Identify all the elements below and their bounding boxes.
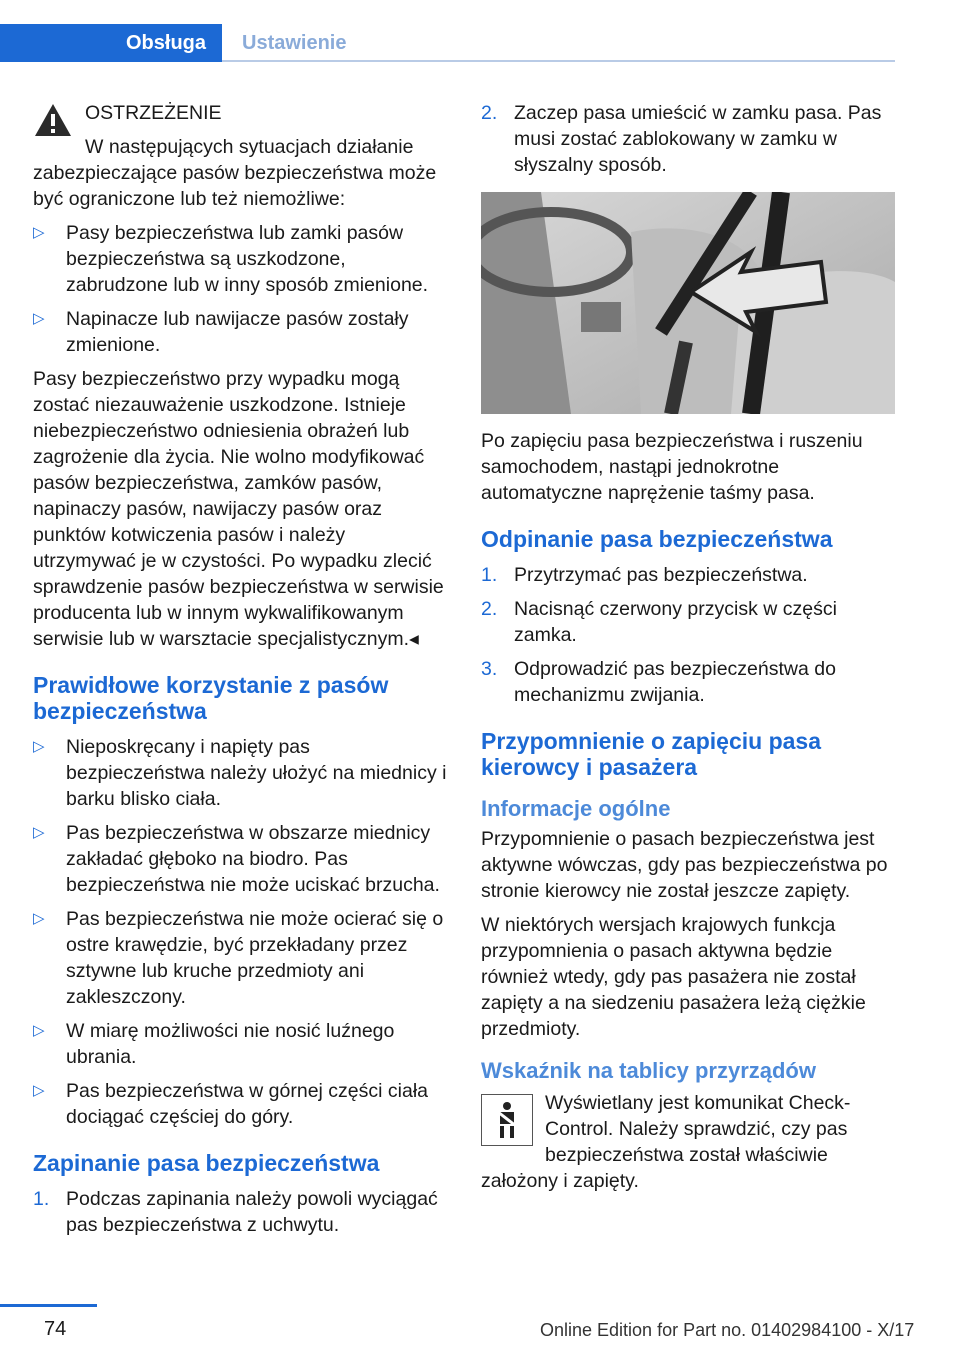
fasten-steps-a: [33, 1186, 448, 1238]
triangle-bullet-icon: ▷: [33, 310, 45, 327]
right-column: [481, 100, 896, 1202]
warning-intro: W następujących sytuacjach działanie zabezpieczające pasów bezpieczeństwa może być ograniczone lub też niemożliwe:: [33, 136, 437, 210]
reminder-para-1: Przypomnienie o pasach bezpieczeństwa jest aktywne wówczas, gdy pas bezpieczeństwa po stronie kierowcy nie został jeszcze zapięty.: [481, 828, 888, 902]
header-tabs: [0, 0, 895, 64]
triangle-bullet-icon: ▷: [33, 1022, 45, 1039]
list-item: 1. Przytrzymać pas bezpieczeństwa.: [481, 564, 808, 586]
triangle-bullet-icon: ▷: [33, 224, 45, 241]
tab-divider: [222, 60, 895, 62]
warning-title: OSTRZEŻENIE: [85, 102, 222, 124]
list-item: ▷ W miarę możliwości nie nosić luźnego ubrania.: [33, 1020, 395, 1068]
heading-reminder: Przypomnienie o zapięciu pasa kierowcy i pasażera: [481, 728, 821, 780]
list-item: ▷ Nieposkręcany i napięty pas bezpieczeństwa należy ułożyć na miednicy i barku blisko ciała.: [33, 736, 447, 810]
edition-text: Online Edition for Part no. 01402984100 - X/17: [540, 1320, 915, 1340]
left-column: [33, 100, 448, 1246]
warning-block: [33, 100, 448, 212]
list-item: 3. Odprowadzić pas bezpieczeństwa do mechanizmu zwijania.: [481, 658, 836, 706]
list-item: ▷ Pas bezpieczeństwa w górnej części ciała dociągać częściej do góry.: [33, 1080, 429, 1128]
indicator-block: [481, 1090, 896, 1194]
list-item: 2. Zaczep pasa umieścić w zamku pasa. Pas musi zostać zablokowany w zamku w słyszalny sposób.: [481, 102, 882, 176]
warning-icon: [33, 102, 73, 138]
triangle-bullet-icon: ▷: [33, 910, 45, 927]
subheading-indicator: Wskaźnik na tablicy przyrządów: [481, 1058, 816, 1083]
footer-line: [0, 1304, 97, 1307]
indicator-text: Wyświetlany jest komunikat Check-Control. Należy sprawdzić, czy pas bezpieczeństwa został właściwie założony i zapięty.: [481, 1092, 851, 1192]
after-fasten-text: Po zapięciu pasa bezpieczeństwa i ruszeniu samochodem, nastąpi jednokrotne automatyczne naprężenie taśmy pasa.: [481, 430, 863, 504]
warning-bullets: [33, 220, 448, 358]
unfasten-steps: [481, 562, 896, 708]
list-item: 2. Nacisnąć czerwony przycisk w części zamka.: [481, 598, 837, 646]
warning-body: Pasy bezpieczeństwo przy wypadku mogą zostać niezauważenie uszkodzone. Istnieje niebezpieczeństwo odniesienia obrażeń lub zagrożenie dla życia. Nie wolno modyfikować pasów bezpieczeństwa, zamków pasów, napinaczy pasów, nawijaczy pasów oraz punktów kotwiczenia pasów i należy utrzymywać je w czystości. Po wypadku zlecić sprawdzenie pasów bezpieczeństwa w serwisie producenta lub w innym wykwalifikowanym serwisie lub w warsztacie specjalistycznym.◂: [33, 368, 444, 650]
list-item: 1. Podczas zapinania należy powoli wyciągać pas bezpieczeństwa z uchwytu.: [33, 1188, 438, 1236]
heading-unfasten: Odpinanie pasa bezpieczeństwa: [481, 526, 833, 552]
list-item: ▷ Pasy bezpieczeństwa lub zamki pasów bezpieczeństwa są uszkodzone, zabrudzone lub w inny sposób zmienione.: [33, 222, 429, 296]
subheading-general-info: Informacje ogólne: [481, 796, 671, 821]
seatbelt-warning-icon: [481, 1094, 533, 1146]
fasten-steps-b: [481, 100, 896, 178]
triangle-bullet-icon: ▷: [33, 738, 45, 755]
seatbelt-buckle-photo: [481, 192, 895, 414]
list-item: ▷ Pas bezpieczeństwa w obszarze miednicy zakładać głęboko na biodro. Pas bezpieczeństwa nie może uciskać brzucha.: [33, 822, 440, 896]
tab-ustawienie[interactable]: Ustawienie: [242, 31, 347, 54]
list-item: ▷ Pas bezpieczeństwa nie może ocierać się o ostre krawędzie, być przekładany przez sztywne lub kruche przedmioty ani zakleszczony.: [33, 908, 444, 1008]
triangle-bullet-icon: ▷: [33, 1082, 45, 1099]
tab-obsluga[interactable]: Obsługa: [0, 24, 222, 62]
seatbelt-photo-illustration: [481, 192, 895, 414]
triangle-bullet-icon: ▷: [33, 824, 45, 841]
heading-correct-use: Prawidłowe korzystanie z pasów bezpieczeństwa: [33, 672, 389, 724]
correct-use-list: [33, 734, 448, 1130]
list-item: ▷ Napinacze lub nawijacze pasów zostały zmienione.: [33, 308, 409, 356]
reminder-para-2: W niektórych wersjach krajowych funkcja przypomnienia o pasach aktywna będzie również wtedy, gdy pas pasażera nie został zapięty a na siedzeniu pasażera leżą ciężkie przedmioty.: [481, 914, 866, 1040]
page-number: 74: [44, 1318, 67, 1340]
heading-fasten: Zapinanie pasa bezpieczeństwa: [33, 1150, 380, 1176]
